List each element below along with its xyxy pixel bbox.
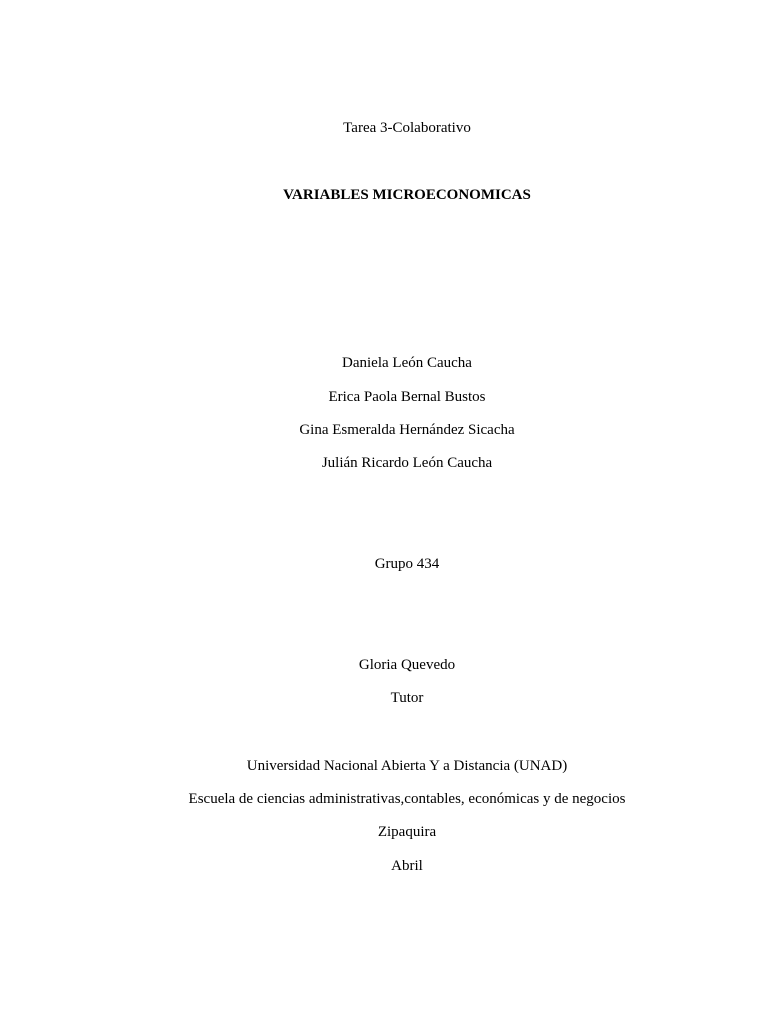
- month-name: Abril: [391, 858, 423, 874]
- author-name: Daniela León Caucha: [342, 355, 472, 371]
- tutor-name: Gloria Quevedo: [358, 657, 456, 673]
- assignment-label: Tarea 3-Colaborativo: [343, 120, 471, 136]
- author-name: Erica Paola Bernal Bustos: [328, 389, 486, 405]
- school-name: Escuela de ciencias administrativas,contables, económicas y de negocios: [188, 791, 626, 807]
- city-name: Zipaquira: [377, 824, 437, 840]
- document-title: VARIABLES MICROECONOMICAS: [283, 187, 531, 203]
- university-name: Universidad Nacional Abierta Y a Distancia (UNAD): [246, 758, 568, 774]
- group-label: Grupo 434: [374, 556, 440, 572]
- author-name: Gina Esmeralda Hernández Sicacha: [299, 422, 515, 438]
- author-name: Julián Ricardo León Caucha: [321, 455, 493, 471]
- tutor-role: Tutor: [390, 690, 424, 706]
